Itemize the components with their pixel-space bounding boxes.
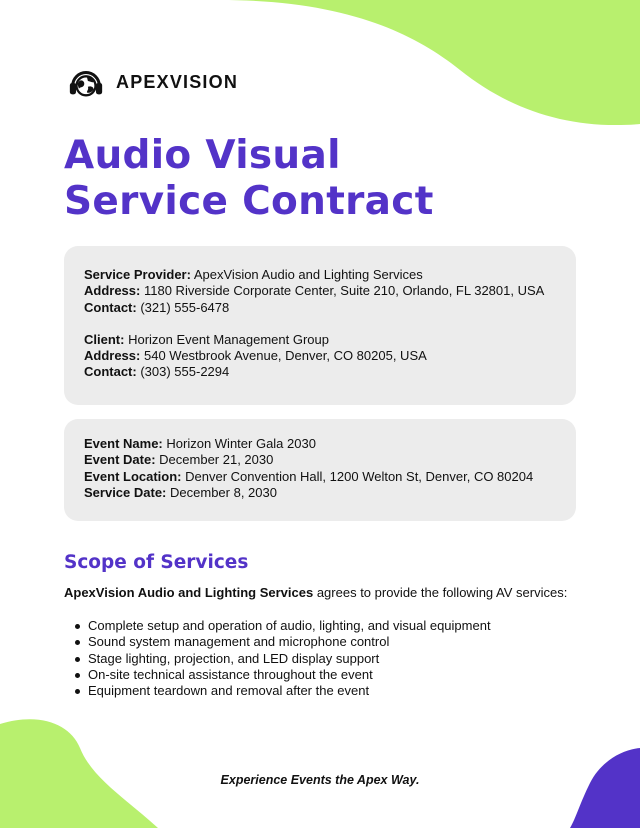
field-value: 1180 Riverside Corporate Center, Suite 210, Orlando, FL 32801, USA (143, 283, 545, 299)
event-location-row (84, 469, 556, 485)
list-item (64, 683, 491, 699)
event-date-row (84, 452, 556, 468)
bullet-icon (75, 624, 80, 629)
client-contact-row (84, 364, 556, 380)
bullet-icon (75, 657, 80, 662)
provider-name-bold: ApexVision Audio and Lighting Services (64, 585, 314, 600)
services-list (64, 618, 491, 699)
field-value: December 8, 2030 (170, 484, 277, 500)
parties-card (64, 246, 576, 405)
field-label: Service Provider: (84, 267, 191, 282)
bullet-icon (75, 673, 80, 678)
list-item-text: Equipment teardown and removal after the event (88, 683, 370, 699)
brand-name: APEXVISION (116, 71, 239, 92)
list-item-text: Sound system management and microphone control (88, 634, 390, 650)
field-label: Contact: (84, 364, 137, 380)
title-line-2: Service Contract (64, 179, 434, 224)
service-date-row (84, 485, 556, 501)
field-value: ApexVision Audio and Lighting Services (193, 267, 423, 282)
field-label: Contact: (84, 299, 137, 315)
list-item (64, 651, 491, 667)
field-value: 540 Westbrook Avenue, Denver, CO 80205, USA (143, 348, 427, 364)
scope-intro (64, 585, 567, 601)
scope-heading: Scope of Services (64, 552, 249, 573)
list-item-text: Stage lighting, projection, and LED display support (88, 650, 380, 666)
bullet-icon (75, 689, 80, 694)
contract-title (64, 133, 434, 225)
brand-header (67, 63, 238, 101)
field-label: Event Date: (84, 452, 156, 468)
list-item-text: On-site technical assistance throughout the event (88, 666, 373, 682)
intro-text: agrees to provide the following AV services: (313, 585, 568, 600)
field-value: (303) 555-2294 (140, 364, 230, 380)
list-item-text: Complete setup and operation of audio, lighting, and visual equipment (88, 618, 491, 633)
list-item (64, 667, 491, 683)
title-line-1: Audio Visual (64, 133, 341, 178)
field-label: Address: (84, 348, 141, 364)
list-item (64, 618, 491, 634)
provider-address-row (84, 283, 556, 299)
event-name-row (84, 436, 556, 452)
field-label: Event Name: (84, 436, 163, 451)
field-value: Horizon Winter Gala 2030 (166, 436, 316, 451)
event-details-card (64, 419, 576, 521)
field-value: (321) 555-6478 (140, 299, 230, 315)
headphones-globe-icon (67, 63, 105, 101)
client-address-row (84, 348, 556, 364)
field-label: Client: (84, 331, 125, 347)
field-value: Horizon Event Management Group (128, 331, 329, 347)
lime-wave-decoration-top (220, 0, 640, 130)
client-row (84, 332, 556, 348)
field-label: Service Date: (84, 484, 167, 500)
field-value: December 21, 2030 (159, 452, 274, 468)
list-item (64, 634, 491, 650)
purple-wave-decoration (570, 748, 640, 828)
footer-tagline: Experience Events the Apex Way. (220, 773, 420, 787)
field-value: Denver Convention Hall, 1200 Welton St, Denver, CO 80204 (185, 468, 534, 484)
provider-contact-row (84, 300, 556, 316)
field-label: Address: (84, 283, 141, 299)
field-label: Event Location: (84, 468, 182, 484)
bullet-icon (75, 640, 80, 645)
service-provider-row (84, 267, 556, 283)
